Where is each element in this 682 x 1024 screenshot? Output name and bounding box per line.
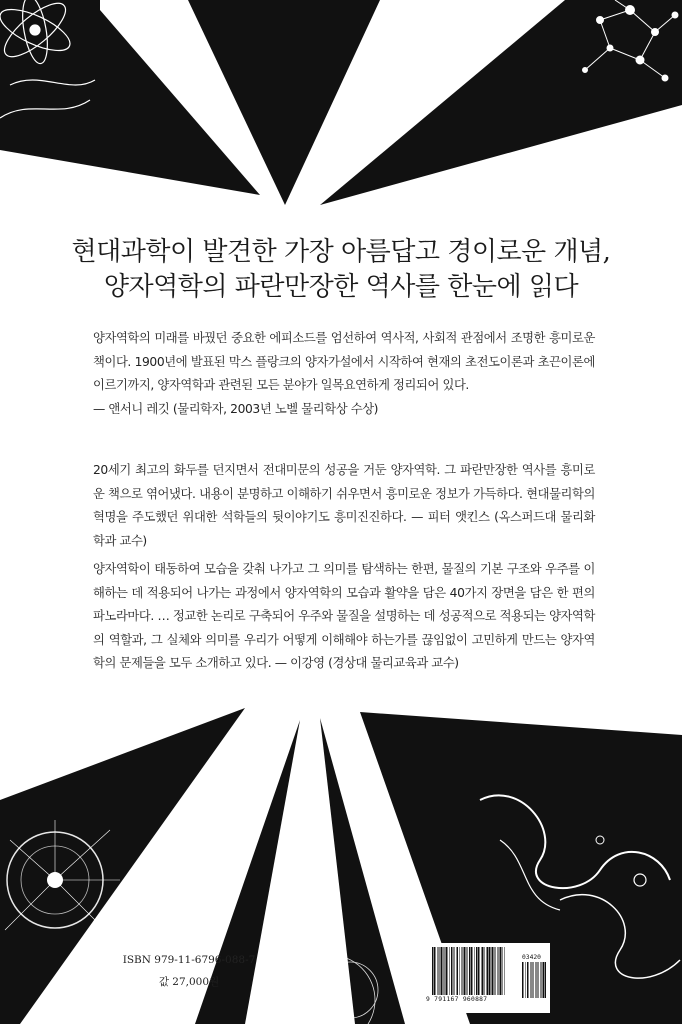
barcode-bar xyxy=(432,947,434,995)
barcode-bar xyxy=(499,947,500,995)
barcode-bar xyxy=(466,947,467,995)
barcode-bar xyxy=(498,947,499,995)
barcode-bar xyxy=(504,947,505,995)
barcode-bar xyxy=(496,947,497,995)
barcode-bar xyxy=(503,947,504,995)
price: 값 27,000원 xyxy=(158,976,220,988)
blurb-1-text: 양자역학의 미래를 바꿨던 중요한 에피소드를 엄선하여 역사적, 사회적 관점에서 조명한 흥미로운 책이다. 1900년에 발표된 막스 플랑크의 양자가설에서 시작하여 현재의 초전도이론과 초끈이론에 이르기까지, 양자역학과 관련된 모든 분야가 일목요연하게 정리되어 있다. xyxy=(93,331,595,392)
barcode-bar xyxy=(438,947,439,995)
barcode-bar xyxy=(491,947,492,995)
barcode-bar xyxy=(524,962,525,998)
barcode-bar xyxy=(494,947,495,995)
barcode-bar xyxy=(471,947,472,995)
headline-line-2: 양자역학의 파란만장한 역사를 한눈에 읽다 xyxy=(103,272,579,302)
barcode-bar xyxy=(545,962,547,998)
blurb-3-text: 양자역학이 태동하여 모습을 갖춰 나가고 그 의미를 탐색하는 한편, 물질의 기본 구조와 우주를 이해하는 데 적용되어 나가는 과정에서 양자역학의 모습과 활약을 담은 40가지 장면을 담은 한 편의 파노라마다. … 정교한 논리로 구축되어 우주와 물질을 설명하는 데 성공적으로 적용되는 양자역학의 역할과, 그 실체와 의미를 우리가 어떻게 이해해야 하는가를 끊임없이 고민하게 만드는 양자역학의 문제들을 모두 소개하고 있다. — 이강영 (경상대 물리교육과 교수) xyxy=(93,562,595,670)
barcode-bar xyxy=(526,962,527,998)
barcode-bar xyxy=(531,962,532,998)
barcode-bar xyxy=(541,962,542,998)
blurb-1-attribution: — 앤서니 레깃 (물리학자, 2003년 노벨 물리학상 수상) xyxy=(93,401,379,416)
barcode-bar xyxy=(489,947,490,995)
barcode-bar xyxy=(537,962,538,998)
barcode-bar xyxy=(454,947,455,995)
barcode-bar xyxy=(441,947,443,995)
headline-line-1: 현대과학이 발견한 가장 아름답고 경이로운 개념, xyxy=(71,237,611,267)
barcode-bar xyxy=(457,947,458,995)
barcode-digits: 9 791167 960887 xyxy=(426,996,488,1003)
barcode-bar xyxy=(461,947,462,995)
barcode-bar xyxy=(543,962,544,998)
barcode-bar xyxy=(443,947,444,995)
barcode-bar xyxy=(463,947,464,995)
barcode-addon-code: 03420 xyxy=(522,954,541,961)
barcode-bar xyxy=(522,962,523,998)
barcode-bar xyxy=(481,947,482,995)
barcode-bar xyxy=(539,962,540,998)
barcode-bar xyxy=(446,947,448,995)
barcode-bar xyxy=(480,947,481,995)
barcode-bar xyxy=(434,947,435,995)
barcode-bar xyxy=(492,947,494,995)
barcode-bar xyxy=(468,947,469,995)
barcode-bar xyxy=(464,947,466,995)
barcode-bar xyxy=(529,962,530,998)
barcode-bar xyxy=(532,962,533,998)
barcode-bar xyxy=(439,947,440,995)
barcode-bar xyxy=(486,947,487,995)
barcode-bar xyxy=(436,947,437,995)
barcode-bar xyxy=(476,947,477,995)
barcode-bar xyxy=(487,947,489,995)
barcode-bar xyxy=(534,962,535,998)
barcode-bar xyxy=(449,947,450,995)
barcode-bar xyxy=(485,947,486,995)
barcode-bar xyxy=(542,962,543,998)
barcode-bar xyxy=(482,947,484,995)
barcode-bar xyxy=(453,947,454,995)
barcode-bar xyxy=(456,947,457,995)
barcode-bar xyxy=(500,947,502,995)
isbn-number: ISBN 979-11-6796-088-7 xyxy=(122,954,256,966)
barcode-bar xyxy=(469,947,471,995)
barcode-bar xyxy=(527,962,528,998)
barcode-bar xyxy=(475,947,476,995)
barcode-bar xyxy=(536,962,537,998)
barcode-bar xyxy=(448,947,449,995)
barcode-bar xyxy=(459,947,460,995)
barcode-bar xyxy=(451,947,452,995)
blurb-2-text: 20세기 최고의 화두를 던지면서 전대미문의 성공을 거둔 양자역학. 그 파란만장한 역사를 흥미로운 책으로 엮어냈다. 내용이 분명하고 이해하기 쉬우면서 흥미로운 정보가 가득하다. 현대물리학의 혁명을 주도했던 위대한 석학들의 뒷이야기도 흥미진진하다. — 피터 앳킨스 (옥스퍼드대 물리화학과 교수) xyxy=(93,463,595,548)
barcode-bar xyxy=(444,947,445,995)
barcode-bar xyxy=(478,947,480,995)
barcode-bar xyxy=(473,947,474,995)
